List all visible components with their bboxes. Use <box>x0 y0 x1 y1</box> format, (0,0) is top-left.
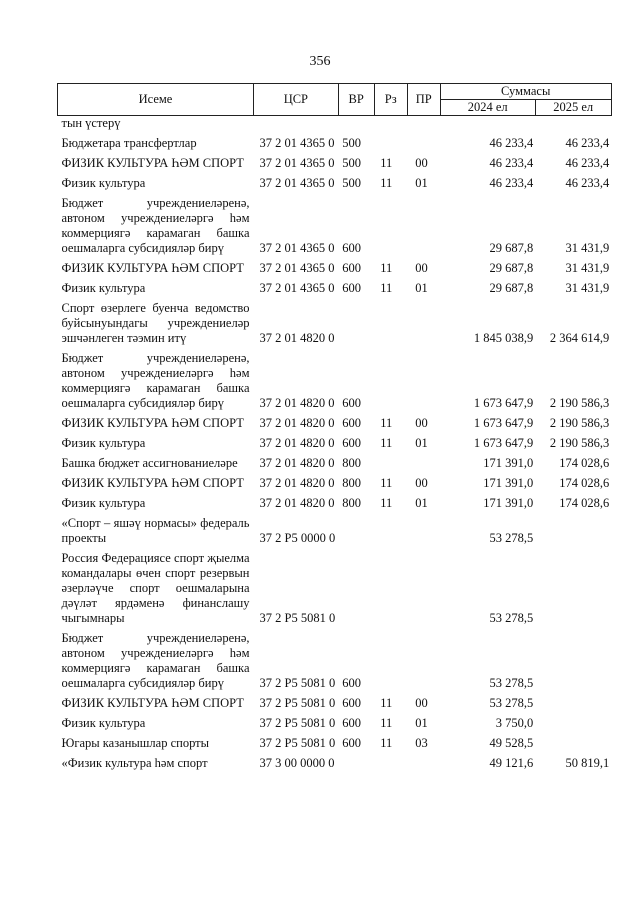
row-sum-2025: 174 028,6 <box>559 496 610 510</box>
row-pr: 00 <box>415 156 428 170</box>
table-row <box>58 171 612 191</box>
row-pr: 01 <box>415 496 428 510</box>
row-name: Физик культура <box>61 716 146 730</box>
row-vr: 600 <box>342 436 361 450</box>
table-row <box>58 131 612 151</box>
row-vr: 600 <box>342 696 361 710</box>
row-name: Спорт өзерлеге буенча ведомство буйсынуындагы учреждениеләр эшчәнлеген тәэмин итү <box>61 301 250 345</box>
header-csr: ЦСР <box>254 84 339 116</box>
table-row <box>58 151 612 171</box>
row-pr: 00 <box>415 416 428 430</box>
row-vr <box>338 511 374 546</box>
row-pr <box>407 296 440 346</box>
row-name: тын үстерү <box>61 116 121 130</box>
table-row <box>58 191 612 256</box>
row-pr <box>407 451 440 471</box>
row-pr: 00 <box>415 476 428 490</box>
row-sum-2025: 2 190 586,3 <box>549 396 610 410</box>
row-vr: 600 <box>342 676 361 690</box>
row-name: Бюджет учреждениеләренә, автоном учреждениеләргә һәм коммерциягә карамаган башка оешмаларга субсидияләр бирү <box>61 631 250 690</box>
row-sum-2025 <box>535 511 611 546</box>
row-csr: 37 2 01 4820 0 <box>259 496 335 510</box>
row-rz: 11 <box>380 281 393 295</box>
row-sum-2024: 29 687,8 <box>489 241 534 255</box>
row-csr: 37 2 Р5 5081 0 <box>259 716 336 730</box>
row-rz: 11 <box>380 156 393 170</box>
row-sum-2024: 29 687,8 <box>489 281 534 295</box>
row-vr <box>338 116 374 132</box>
row-name: «Физик культура һәм спорт <box>61 756 208 770</box>
row-rz <box>374 191 407 256</box>
row-vr: 600 <box>342 281 361 295</box>
table-row <box>58 276 612 296</box>
row-name: Бюджет учреждениеләренә, автоном учреждениеләргә һәм коммерциягә карамаган башка оешмаларга субсидияләр бирү <box>61 196 250 255</box>
row-sum-2025: 31 431,9 <box>565 281 610 295</box>
row-vr <box>338 751 374 771</box>
header-vr: ВР <box>338 84 374 116</box>
row-rz <box>374 511 407 546</box>
row-sum-2024: 171 391,0 <box>483 456 534 470</box>
row-csr: 37 2 Р5 5081 0 <box>259 676 336 690</box>
row-sum-2024: 3 750,0 <box>495 716 534 730</box>
row-rz: 11 <box>380 496 393 510</box>
row-sum-2025 <box>535 116 611 132</box>
row-sum-2025 <box>535 626 611 691</box>
row-sum-2024: 53 278,5 <box>489 531 534 545</box>
row-sum-2024: 171 391,0 <box>483 476 534 490</box>
table-row <box>58 546 612 626</box>
table-row <box>58 116 612 132</box>
row-vr: 800 <box>342 476 361 490</box>
row-rz: 11 <box>380 696 393 710</box>
row-sum-2024: 1 673 647,9 <box>473 416 534 430</box>
table-row <box>58 711 612 731</box>
row-rz: 11 <box>380 736 393 750</box>
row-csr: 37 2 01 4820 0 <box>259 476 335 490</box>
row-csr: 37 2 01 4365 0 <box>259 241 335 255</box>
row-csr <box>254 116 339 132</box>
row-csr: 37 2 Р5 5081 0 <box>259 611 336 625</box>
row-sum-2024: 1 673 647,9 <box>473 436 534 450</box>
row-vr <box>338 546 374 626</box>
row-sum-2025 <box>535 731 611 751</box>
row-name: ФИЗИК КУЛЬТУРА ҺӘМ СПОРТ <box>61 156 244 170</box>
row-sum-2025: 46 233,4 <box>565 156 610 170</box>
row-name: ФИЗИК КУЛЬТУРА ҺӘМ СПОРТ <box>61 696 244 710</box>
row-rz <box>374 626 407 691</box>
row-csr: 37 2 Р5 5081 0 <box>259 696 336 710</box>
table-row <box>58 296 612 346</box>
row-sum-2025: 31 431,9 <box>565 261 610 275</box>
row-vr: 600 <box>342 716 361 730</box>
row-csr: 37 2 01 4365 0 <box>259 176 335 190</box>
row-csr: 37 2 01 4820 0 <box>259 396 335 410</box>
page-number: 356 <box>309 54 331 69</box>
row-pr <box>407 131 440 151</box>
table-row <box>58 471 612 491</box>
table-row <box>58 626 612 691</box>
row-pr: 00 <box>415 261 428 275</box>
row-sum-2025 <box>535 546 611 626</box>
row-sum-2025: 174 028,6 <box>559 456 610 470</box>
row-name: Физик культура <box>61 176 146 190</box>
row-csr: 37 2 01 4820 0 <box>259 416 335 430</box>
row-sum-2024: 46 233,4 <box>489 156 534 170</box>
row-rz: 11 <box>380 176 393 190</box>
row-sum-2024: 49 121,6 <box>489 756 534 770</box>
row-sum-2024: 1 673 647,9 <box>473 396 534 410</box>
row-rz <box>374 546 407 626</box>
row-pr: 01 <box>415 281 428 295</box>
row-csr: 37 2 01 4365 0 <box>259 136 335 150</box>
row-name: Бюджет учреждениеләренә, автоном учреждениеләргә һәм коммерциягә карамаган башка оешмаларга субсидияләр бирү <box>61 351 250 410</box>
table-row <box>58 731 612 751</box>
header-year-2025: 2025 ел <box>535 100 611 116</box>
row-sum-2024: 1 845 038,9 <box>473 331 534 345</box>
row-pr: 03 <box>415 736 428 750</box>
row-name: Физик культура <box>61 496 146 510</box>
row-pr <box>407 191 440 256</box>
table-row <box>58 411 612 431</box>
row-csr: 37 2 01 4365 0 <box>259 156 335 170</box>
row-pr: 01 <box>415 436 428 450</box>
row-vr <box>338 296 374 346</box>
row-sum-2025: 50 819,1 <box>565 756 610 770</box>
row-sum-2024: 53 278,5 <box>489 676 534 690</box>
row-sum-2025: 46 233,4 <box>565 176 610 190</box>
row-csr: 37 2 01 4365 0 <box>259 281 335 295</box>
row-vr: 600 <box>342 396 361 410</box>
row-pr <box>407 626 440 691</box>
row-pr <box>407 511 440 546</box>
row-rz <box>374 131 407 151</box>
row-name: ФИЗИК КУЛЬТУРА ҺӘМ СПОРТ <box>61 261 244 275</box>
row-name: Физик культура <box>61 281 146 295</box>
row-pr <box>407 116 440 132</box>
row-name: Югары казанышлар спорты <box>61 736 210 750</box>
row-vr: 500 <box>342 156 361 170</box>
row-rz <box>374 346 407 411</box>
row-rz <box>374 296 407 346</box>
row-csr: 37 2 Р5 0000 0 <box>259 531 336 545</box>
table-body <box>58 116 612 772</box>
row-sum-2025: 2 364 614,9 <box>549 331 610 345</box>
row-sum-2024: 53 278,5 <box>489 611 534 625</box>
row-pr <box>407 546 440 626</box>
row-rz: 11 <box>380 436 393 450</box>
row-name: Физик культура <box>61 436 146 450</box>
header-name: Исеме <box>58 84 254 116</box>
row-sum-2025: 46 233,4 <box>565 136 610 150</box>
table-row <box>58 431 612 451</box>
header-year-2024: 2024 ел <box>440 100 535 116</box>
table-row <box>58 346 612 411</box>
row-vr: 600 <box>342 416 361 430</box>
row-name: «Спорт – яшәү нормасы» федераль проекты <box>61 516 250 545</box>
row-csr: 37 2 01 4820 0 <box>259 331 335 345</box>
row-sum-2024 <box>440 116 535 132</box>
row-sum-2024: 46 233,4 <box>489 136 534 150</box>
row-vr: 600 <box>342 736 361 750</box>
table-row <box>58 451 612 471</box>
row-csr: 37 2 01 4820 0 <box>259 436 335 450</box>
row-sum-2024: 49 528,5 <box>489 736 534 750</box>
row-csr: 37 2 01 4365 0 <box>259 261 335 275</box>
table-row <box>58 691 612 711</box>
row-rz <box>374 751 407 771</box>
row-vr: 500 <box>342 136 361 150</box>
header-sums: Суммасы <box>440 84 611 100</box>
row-sum-2025 <box>535 711 611 731</box>
row-rz: 11 <box>380 476 393 490</box>
row-name: ФИЗИК КУЛЬТУРА ҺӘМ СПОРТ <box>61 476 244 490</box>
row-name: Башка бюджет ассигнованиеләре <box>61 456 238 470</box>
table-row <box>58 256 612 276</box>
row-csr: 37 2 01 4820 0 <box>259 456 335 470</box>
header-rz: Рз <box>374 84 407 116</box>
row-name: ФИЗИК КУЛЬТУРА ҺӘМ СПОРТ <box>61 416 244 430</box>
row-sum-2025: 174 028,6 <box>559 476 610 490</box>
budget-table <box>57 83 612 771</box>
row-name: Россия Федерациясе спорт җыелма командалары өчен спорт резервын әзерләүче спорт оешмаларына дәүләт ярдәменә финанслашу чыгымнары <box>61 551 250 625</box>
row-sum-2025: 2 190 586,3 <box>549 436 610 450</box>
row-name: Бюджетара трансфертлар <box>61 136 197 150</box>
row-sum-2024: 53 278,5 <box>489 696 534 710</box>
table-row <box>58 491 612 511</box>
row-pr <box>407 346 440 411</box>
row-pr: 01 <box>415 716 428 730</box>
row-vr: 800 <box>342 496 361 510</box>
row-rz <box>374 116 407 132</box>
row-vr: 600 <box>342 241 361 255</box>
row-pr <box>407 751 440 771</box>
table-row <box>58 751 612 771</box>
row-vr: 600 <box>342 261 361 275</box>
row-sum-2024: 29 687,8 <box>489 261 534 275</box>
row-sum-2025: 2 190 586,3 <box>549 416 610 430</box>
row-vr: 500 <box>342 176 361 190</box>
row-rz: 11 <box>380 716 393 730</box>
row-rz <box>374 451 407 471</box>
row-sum-2025 <box>535 691 611 711</box>
row-sum-2025: 31 431,9 <box>565 241 610 255</box>
row-vr: 800 <box>342 456 361 470</box>
row-pr: 01 <box>415 176 428 190</box>
row-rz: 11 <box>380 261 393 275</box>
row-csr: 37 2 Р5 5081 0 <box>259 736 336 750</box>
table-row <box>58 511 612 546</box>
row-sum-2024: 46 233,4 <box>489 176 534 190</box>
row-sum-2024: 171 391,0 <box>483 496 534 510</box>
row-csr: 37 3 00 0000 0 <box>259 756 335 770</box>
header-pr: ПР <box>407 84 440 116</box>
table-header <box>58 84 612 116</box>
row-pr: 00 <box>415 696 428 710</box>
row-rz: 11 <box>380 416 393 430</box>
